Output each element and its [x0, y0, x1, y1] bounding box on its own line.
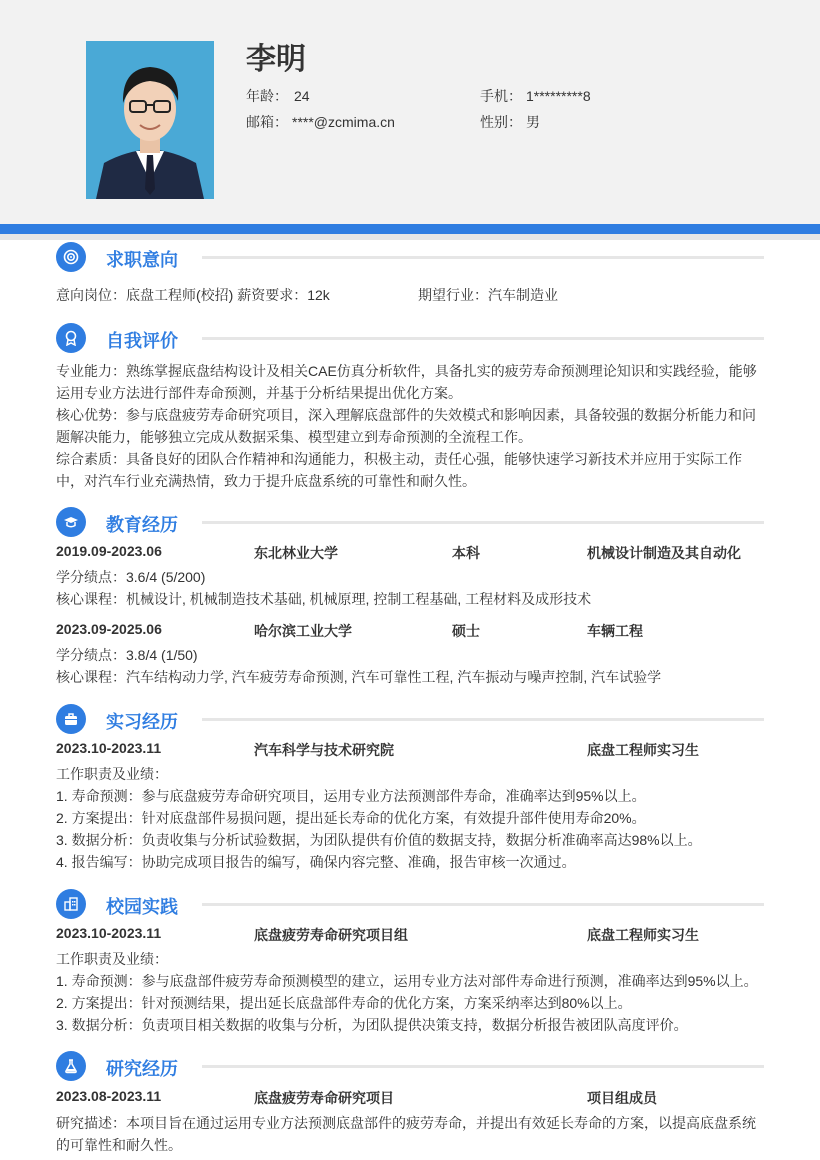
self-eval-line: 专业能力：熟练掌握底盘结构设计及相关CAE仿真分析软件，具备扎实的疲劳寿命预测理论知识和实践经验，能够 — [56, 363, 757, 379]
intent-row — [56, 284, 766, 306]
edu-courses: 核心课程：汽车结构动力学, 汽车疲劳寿命预测, 汽车可靠性工程, 汽车振动与噪声控制, 汽车试验学 — [56, 669, 662, 685]
intern-org: 汽车科学与技术研究院 — [254, 742, 394, 758]
flask-icon — [56, 1051, 86, 1081]
avatar — [86, 41, 214, 199]
section-divider — [202, 256, 764, 259]
candidate-name: 李明 — [246, 43, 306, 76]
research-org: 底盘疲劳寿命研究项目 — [254, 1090, 394, 1106]
briefcase-icon — [56, 704, 86, 734]
section-self-eval — [56, 323, 764, 353]
section-research — [56, 1051, 764, 1081]
detail-line: 1. 寿命预测：参与底盘疲劳寿命研究项目，运用专业方法预测部件寿命，准确率达到95%以上。 — [56, 788, 646, 804]
edu-details — [56, 644, 766, 688]
email-label: 邮箱： — [246, 114, 288, 130]
detail-line: 4. 报告编写：协助完成项目报告的编写，确保内容完整、准确，报告审核一次通过。 — [56, 854, 576, 870]
section-title: 求职意向 — [106, 250, 178, 270]
edu-courses: 核心课程：机械设计, 机械制造技术基础, 机械原理, 控制工程基础, 工程材料及成形技术 — [56, 591, 592, 607]
self-eval-line: 中，对汽车行业充满热情，致力于提升底盘系统的可靠性和耐久性。 — [56, 473, 476, 489]
detail-line: 1. 寿命预测：参与底盘部件疲劳寿命预测模型的建立，运用专业方法对部件寿命进行预测，准确率达到95%以上。 — [56, 973, 758, 989]
section-intent — [56, 242, 764, 272]
edu-date: 2023.09-2025.06 — [56, 621, 162, 637]
edu-gpa: 学分绩点：3.6/4 (5/200) — [56, 569, 206, 585]
detail-line: 2. 方案提出：针对底盘部件易损问题，提出延长寿命的优化方案，有效提升部件使用寿命20%。 — [56, 810, 646, 826]
intent-industry: 期望行业：汽车制造业 — [418, 287, 558, 303]
internship-row — [56, 740, 766, 762]
section-divider — [202, 718, 764, 721]
edu-school: 哈尔滨工业大学 — [254, 623, 352, 639]
section-campus — [56, 889, 764, 919]
resume-header — [0, 0, 820, 224]
gender-label: 性别： — [480, 114, 522, 130]
detail-line: 3. 数据分析：负责收集与分析试验数据，为团队提供有价值的数据支持，数据分析准确率高达98%以上。 — [56, 832, 702, 848]
detail-line: 的可靠性和耐久性。 — [56, 1137, 182, 1153]
campus-details — [56, 948, 766, 1036]
accent-band — [0, 224, 820, 234]
intent-salary: 薪资要求：12k — [237, 287, 330, 303]
phone-value: 1*********8 — [526, 88, 591, 104]
section-divider — [202, 1065, 764, 1068]
section-divider — [202, 521, 764, 524]
research-date: 2023.08-2023.11 — [56, 1088, 162, 1104]
section-title: 教育经历 — [106, 515, 178, 535]
education-row — [56, 621, 766, 643]
edu-degree: 本科 — [452, 545, 480, 561]
gender-info — [480, 112, 540, 132]
edu-major: 机械设计制造及其自动化 — [587, 545, 741, 561]
section-education — [56, 507, 764, 537]
campus-role: 底盘工程师实习生 — [587, 927, 699, 943]
self-eval-line: 题解决能力，能够独立完成从数据采集、模型建立到寿命预测的全流程工作。 — [56, 429, 532, 445]
section-divider — [202, 903, 764, 906]
badge-icon — [56, 323, 86, 353]
detail-line: 工作职责及业绩： — [56, 766, 168, 782]
campus-date: 2023.10-2023.11 — [56, 925, 162, 941]
detail-line: 2. 方案提出：针对预测结果，提出延长底盘部件寿命的优化方案，方案采纳率达到80%以上。 — [56, 995, 632, 1011]
intern-role: 底盘工程师实习生 — [587, 742, 699, 758]
edu-major: 车辆工程 — [587, 623, 643, 639]
edu-degree: 硕士 — [452, 623, 480, 639]
detail-line: 3. 数据分析：负责项目相关数据的收集与分析，为团队提供决策支持，数据分析报告被团队高度评价。 — [56, 1017, 688, 1033]
age-value: 24 — [294, 88, 310, 104]
self-eval-line: 核心优势：参与底盘疲劳寿命研究项目，深入理解底盘部件的失效模式和影响因素，具备较强的数据分析能力和问 — [56, 407, 756, 423]
research-role: 项目组成员 — [587, 1090, 657, 1106]
section-title: 自我评价 — [106, 331, 178, 351]
internship-details — [56, 763, 766, 873]
email-value: ****@zcmima.cn — [292, 114, 395, 130]
intent-position: 意向岗位：底盘工程师(校招) — [56, 287, 234, 303]
accent-band-shadow — [0, 234, 820, 240]
edu-details — [56, 566, 766, 610]
edu-date: 2019.09-2023.06 — [56, 543, 162, 559]
graduation-cap-icon — [56, 507, 86, 537]
section-title: 校园实践 — [106, 897, 178, 917]
building-icon — [56, 889, 86, 919]
research-details — [56, 1112, 766, 1156]
campus-row — [56, 925, 766, 947]
target-icon — [56, 242, 86, 272]
education-row — [56, 543, 766, 565]
phone-info — [480, 86, 591, 106]
research-row — [56, 1088, 766, 1110]
intern-date: 2023.10-2023.11 — [56, 740, 162, 756]
detail-line: 研究描述：本项目旨在通过运用专业方法预测底盘部件的疲劳寿命，并提出有效延长寿命的方案，以提高底盘系统 — [56, 1115, 756, 1131]
section-divider — [202, 337, 764, 340]
gender-value: 男 — [526, 114, 540, 130]
age-label: 年龄： — [246, 88, 288, 104]
age-info — [246, 86, 310, 106]
detail-line: 工作职责及业绩： — [56, 951, 168, 967]
self-eval-line: 运用专业方法进行部件寿命预测，并基于分析结果提出优化方案。 — [56, 385, 462, 401]
edu-school: 东北林业大学 — [254, 545, 338, 561]
section-internship — [56, 704, 764, 734]
section-title: 研究经历 — [106, 1059, 178, 1079]
self-eval-text — [56, 360, 766, 492]
edu-gpa: 学分绩点：3.8/4 (1/50) — [56, 647, 198, 663]
campus-org: 底盘疲劳寿命研究项目组 — [254, 927, 408, 943]
phone-label: 手机： — [480, 88, 522, 104]
email-info — [246, 112, 395, 132]
self-eval-line: 综合素质：具备良好的团队合作精神和沟通能力，积极主动，责任心强，能够快速学习新技术并应用于实际工作 — [56, 451, 742, 467]
section-title: 实习经历 — [106, 712, 178, 732]
